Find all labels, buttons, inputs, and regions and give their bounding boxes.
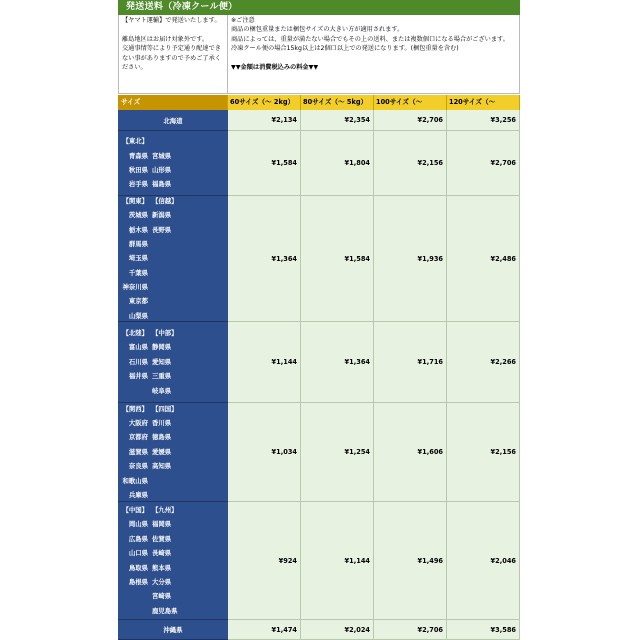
prefecture-name: 大分県 — [152, 577, 172, 586]
prefecture-row — [118, 294, 228, 308]
price-cell — [301, 403, 374, 502]
prefecture-name: 【四国】 — [152, 404, 178, 413]
price-cell — [374, 620, 447, 640]
prefecture-row — [118, 589, 228, 603]
region-cell-hokkaido — [118, 110, 228, 131]
prefecture-row — [118, 384, 228, 398]
prefecture-name: 新潟県 — [152, 211, 172, 220]
price-value: ¥1,254 — [344, 448, 370, 456]
prefecture-row — [118, 340, 228, 354]
info-note: ▼▼金額は消費税込みの料金▼▼ — [231, 64, 319, 72]
prefecture-row — [118, 163, 228, 177]
prefecture-name: 岐阜県 — [152, 386, 172, 395]
prefecture-row — [118, 459, 228, 473]
region-label: 北海道 — [163, 116, 183, 125]
prefecture-name: 【北陸】 — [122, 329, 148, 338]
price-value: ¥1,496 — [417, 556, 443, 565]
info-right-line: 冷凍クール便の場合15kg以上は2個口以上での発送になります。(梱包重量を含む) — [231, 45, 459, 53]
prefecture-name: 【中部】 — [152, 329, 178, 338]
price-cell — [374, 322, 447, 403]
prefecture-row — [118, 445, 228, 459]
prefecture-name: 愛知県 — [152, 357, 172, 366]
shipping-table-container — [118, 0, 520, 640]
prefecture-row — [118, 223, 228, 237]
prefecture-name: 兵庫県 — [128, 490, 148, 499]
prefecture-name: 福井県 — [128, 372, 148, 381]
price-cell — [447, 620, 520, 640]
price-value: ¥1,936 — [417, 254, 443, 263]
prefecture-row — [118, 194, 228, 208]
price-value: ¥1,584 — [271, 159, 297, 167]
region-cell-okinawa — [118, 620, 228, 640]
size-column-header: 100サイズ（～ — [374, 95, 447, 110]
size-header-label: サイズ — [118, 95, 228, 110]
prefecture-row — [118, 503, 228, 517]
prefecture-name — [152, 488, 192, 502]
price-value: ¥924 — [278, 556, 297, 565]
price-value: ¥3,256 — [490, 116, 516, 124]
info-left-panel — [118, 15, 228, 94]
price-cell — [447, 110, 520, 131]
size-column-header: 120サイズ（～ — [447, 95, 520, 110]
prefecture-row — [118, 546, 228, 560]
prefecture-row — [118, 177, 228, 191]
prefecture-name: 和歌山県 — [122, 476, 148, 485]
region-cell-hokuriku-chubu — [118, 322, 228, 403]
price-cell — [301, 110, 374, 131]
prefecture-name: 長野県 — [152, 225, 172, 234]
prefecture-row — [118, 149, 228, 163]
price-cell — [228, 502, 301, 620]
price-value: ¥2,706 — [490, 159, 516, 167]
prefecture-name — [118, 384, 152, 398]
price-cell — [447, 196, 520, 322]
prefecture-row — [118, 488, 228, 502]
price-value: ¥2,266 — [490, 358, 516, 366]
prefecture-list — [118, 131, 228, 195]
price-value: ¥2,134 — [271, 116, 297, 124]
price-cell — [301, 196, 374, 322]
prefecture-name — [118, 589, 152, 603]
price-value: ¥1,364 — [344, 358, 370, 366]
prefecture-name: 茨城県 — [128, 211, 148, 220]
prefecture-row — [118, 604, 228, 618]
prefecture-name: 熊本県 — [152, 563, 172, 572]
price-cell — [447, 131, 520, 196]
prefecture-name — [152, 474, 192, 488]
prefecture-name — [152, 294, 192, 308]
price-value: ¥1,804 — [344, 159, 370, 167]
price-value: ¥2,706 — [417, 625, 443, 634]
info-left-line: 【ヤマト運輸】で発送いたします。 — [122, 17, 221, 24]
prefecture-name: 東京都 — [128, 297, 148, 306]
prefecture-name: 【中国】 — [122, 505, 148, 514]
prefecture-name: 大阪府 — [128, 419, 148, 428]
size-column-header: 60サイズ（～ 2kg） — [228, 95, 301, 110]
prefecture-name: 高知県 — [152, 462, 172, 471]
prefecture-name — [152, 266, 192, 280]
prefecture-name: 佐賀県 — [152, 534, 172, 543]
info-right-line: 商品によっては、重量が満たない場合でもその上の送料、または複数個口になる場合がございます。 — [231, 35, 509, 43]
prefecture-row — [118, 280, 228, 294]
price-cell — [228, 196, 301, 322]
prefecture-name: 栃木県 — [128, 225, 148, 234]
price-cell — [301, 620, 374, 640]
prefecture-name: 神奈川県 — [122, 283, 148, 292]
price-cell — [228, 131, 301, 196]
price-cell — [228, 322, 301, 403]
price-value: ¥2,486 — [490, 254, 516, 263]
price-cell — [301, 322, 374, 403]
prefecture-row — [118, 402, 228, 416]
price-cell — [374, 502, 447, 620]
prefecture-row — [118, 208, 228, 222]
prefecture-name: 宮崎県 — [152, 592, 172, 601]
price-value: ¥2,156 — [417, 159, 443, 167]
prefecture-name: 山口県 — [128, 549, 148, 558]
prefecture-list — [118, 322, 228, 402]
info-left-line: 交通事情等により予定通り配達できない事がありますので予めご了承ください。 — [122, 45, 221, 72]
prefecture-name: 奈良県 — [128, 462, 148, 471]
prefecture-row — [118, 474, 228, 488]
prefecture-name: 島根県 — [128, 577, 148, 586]
region-label: 沖縄県 — [163, 626, 183, 634]
price-value: ¥1,716 — [417, 358, 443, 366]
prefecture-name: 【関東】 — [122, 196, 148, 205]
prefecture-row — [118, 532, 228, 546]
prefecture-name: 【九州】 — [152, 505, 178, 514]
price-value: ¥2,046 — [490, 556, 516, 565]
prefecture-name: 【信越】 — [152, 196, 178, 205]
price-value: ¥2,354 — [344, 116, 370, 124]
region-cell-kansai-shikoku — [118, 403, 228, 502]
info-heading: ※ご注意 — [231, 17, 255, 24]
prefecture-name: 鳥取県 — [128, 563, 148, 572]
price-cell — [374, 196, 447, 322]
price-cell — [228, 620, 301, 640]
prefecture-name: 【東北】 — [122, 137, 148, 146]
price-cell — [228, 110, 301, 131]
prefecture-row — [118, 575, 228, 589]
prefecture-name: 富山県 — [128, 343, 148, 352]
info-right-panel — [228, 15, 520, 94]
prefecture-name: 石川県 — [128, 357, 148, 366]
info-left-line: 離島地区はお届け対象外です。 — [122, 35, 209, 43]
prefecture-name: 広島県 — [128, 534, 148, 543]
prefecture-name — [152, 134, 192, 148]
prefecture-row — [118, 416, 228, 430]
price-cell — [301, 131, 374, 196]
price-cell — [301, 502, 374, 620]
price-cell — [447, 322, 520, 403]
prefecture-row — [118, 326, 228, 340]
price-value: ¥1,584 — [344, 254, 370, 263]
prefecture-name: 三重県 — [152, 372, 172, 381]
prefecture-name: 徳島県 — [152, 433, 172, 442]
prefecture-row — [118, 237, 228, 251]
prefecture-name: 長崎県 — [152, 549, 172, 558]
prefecture-name: 福岡県 — [152, 520, 172, 529]
prefecture-name: 埼玉県 — [128, 254, 148, 263]
prefecture-row — [118, 266, 228, 280]
prefecture-name: 群馬県 — [128, 239, 148, 248]
prefecture-row — [118, 369, 228, 383]
info-right-line: 商品の梱包重量または梱包サイズの大きい方が適用されます。 — [231, 26, 404, 34]
region-cell-chugoku-kyushu — [118, 502, 228, 620]
region-cell-kanto-shinetsu — [118, 196, 228, 322]
prefecture-name: 千葉県 — [128, 268, 148, 277]
price-cell — [374, 110, 447, 131]
price-cell — [447, 403, 520, 502]
price-value: ¥2,706 — [417, 116, 443, 124]
prefecture-row — [118, 561, 228, 575]
size-column-header: 80サイズ（～ 5kg） — [301, 95, 374, 110]
prefecture-name: 香川県 — [152, 419, 172, 428]
prefecture-name — [118, 604, 152, 618]
prefecture-row — [118, 430, 228, 444]
prefecture-row — [118, 251, 228, 265]
prefecture-name: 滋賀県 — [128, 447, 148, 456]
region-cell-tohoku — [118, 131, 228, 196]
prefecture-row — [118, 355, 228, 369]
prefecture-name — [152, 237, 192, 251]
price-value: ¥2,156 — [490, 448, 516, 456]
price-value: ¥1,606 — [417, 448, 443, 456]
price-cell — [374, 131, 447, 196]
prefecture-name: 岩手県 — [128, 180, 148, 189]
prefecture-name: 岡山県 — [128, 520, 148, 529]
price-value: ¥1,474 — [271, 625, 297, 634]
price-cell — [228, 403, 301, 502]
prefecture-name: 静岡県 — [152, 343, 172, 352]
prefecture-name: 福島県 — [152, 180, 172, 189]
prefecture-name: 山梨県 — [128, 311, 148, 320]
price-value: ¥2,024 — [344, 625, 370, 634]
info-left-line — [122, 25, 224, 34]
prefecture-row — [118, 134, 228, 148]
prefecture-name: 青森県 — [128, 151, 148, 160]
price-value: ¥3,586 — [490, 625, 516, 634]
prefecture-name: 鹿児島県 — [152, 606, 178, 615]
price-cell — [374, 403, 447, 502]
prefecture-name — [152, 280, 192, 294]
prefecture-list — [118, 403, 228, 501]
prefecture-name: 宮城県 — [152, 151, 172, 160]
prefecture-list — [118, 502, 228, 619]
page-title: 発送送料（冷凍クール便） — [118, 0, 520, 15]
price-value: ¥1,144 — [344, 556, 370, 565]
prefecture-name — [152, 251, 192, 265]
price-cell — [447, 502, 520, 620]
prefecture-name: 愛媛県 — [152, 447, 172, 456]
prefecture-list — [118, 196, 228, 321]
price-value: ¥1,144 — [271, 358, 297, 366]
prefecture-name: 秋田県 — [128, 166, 148, 174]
prefecture-name: 山形県 — [152, 166, 172, 174]
price-value: ¥1,034 — [271, 448, 297, 456]
prefecture-row — [118, 517, 228, 531]
prefecture-name: 【関西】 — [122, 404, 148, 413]
price-value: ¥1,364 — [271, 254, 297, 263]
prefecture-name: 京都府 — [128, 433, 148, 442]
